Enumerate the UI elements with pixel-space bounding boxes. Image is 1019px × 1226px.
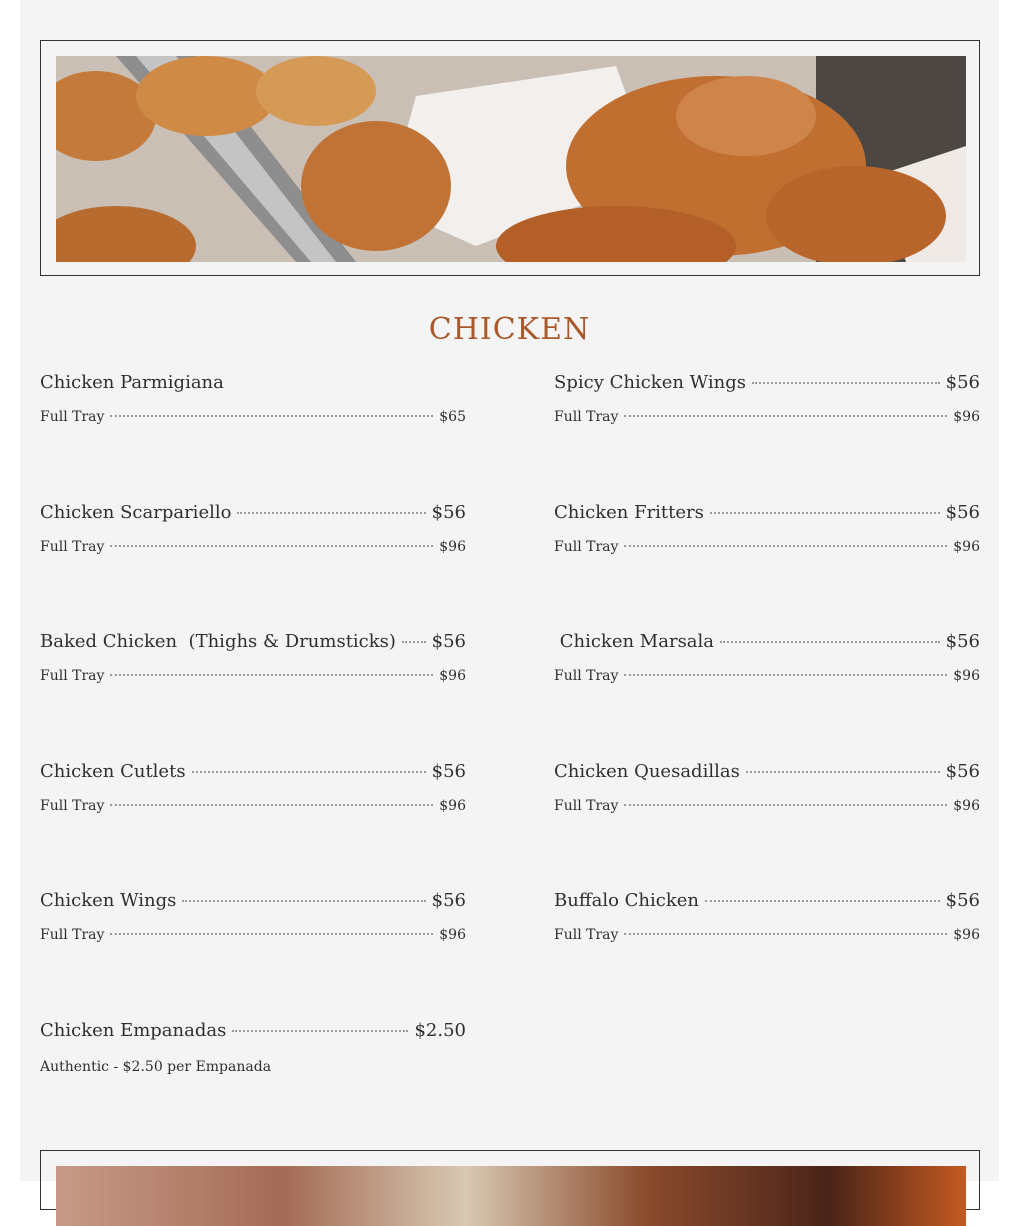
item-sub-label: Full Tray bbox=[40, 409, 105, 425]
dot-leader bbox=[720, 641, 940, 643]
item-sub-label: Full Tray bbox=[554, 539, 619, 555]
item-sub-price: $96 bbox=[953, 539, 980, 555]
item-sub-label: Full Tray bbox=[40, 798, 105, 814]
item-sub-label: Full Tray bbox=[40, 539, 105, 555]
item-main-row bbox=[40, 761, 466, 782]
item-main-row bbox=[554, 761, 980, 782]
menu-item bbox=[554, 761, 980, 814]
menu-item-empanadas bbox=[40, 1020, 466, 1075]
menu-item bbox=[40, 502, 466, 555]
menu-page bbox=[20, 0, 999, 1181]
item-sub-price: $96 bbox=[439, 668, 466, 684]
item-price: $56 bbox=[945, 761, 980, 782]
item-price: $56 bbox=[945, 890, 980, 911]
dot-leader bbox=[182, 900, 425, 902]
item-sub-row bbox=[40, 668, 466, 684]
dot-leader bbox=[110, 674, 433, 676]
item-sub-price: $96 bbox=[953, 798, 980, 814]
item-name: Chicken Cutlets bbox=[40, 761, 186, 782]
item-sub-price: $96 bbox=[953, 409, 980, 425]
item-name: Chicken Quesadillas bbox=[554, 761, 740, 782]
item-price: $2.50 bbox=[414, 1020, 466, 1041]
dot-leader bbox=[746, 771, 940, 773]
dot-leader bbox=[624, 933, 947, 935]
item-note: Authentic - $2.50 per Empanada bbox=[40, 1059, 272, 1075]
item-main-row bbox=[554, 372, 980, 393]
item-sub-row bbox=[40, 409, 466, 425]
meat-image bbox=[56, 1166, 966, 1226]
item-main-row bbox=[40, 631, 466, 652]
item-sub-row bbox=[554, 409, 980, 425]
dot-leader bbox=[624, 545, 947, 547]
item-name: Chicken Wings bbox=[40, 890, 177, 911]
dot-leader bbox=[624, 415, 947, 417]
item-sub-row bbox=[554, 668, 980, 684]
dot-leader bbox=[237, 512, 425, 514]
dot-leader bbox=[624, 674, 947, 676]
item-sub-row bbox=[554, 798, 980, 814]
item-sub-price: $96 bbox=[439, 539, 466, 555]
item-sub-row bbox=[40, 539, 466, 555]
item-sub-row bbox=[554, 927, 980, 943]
item-sub-price: $65 bbox=[439, 409, 466, 425]
dot-leader bbox=[232, 1030, 408, 1032]
item-sub-label: Full Tray bbox=[554, 668, 619, 684]
menu-item bbox=[554, 502, 980, 555]
menu-item bbox=[40, 372, 466, 425]
item-main-row bbox=[40, 502, 466, 523]
item-sub-row bbox=[554, 539, 980, 555]
menu-item bbox=[554, 372, 980, 425]
item-sub-price: $96 bbox=[439, 798, 466, 814]
dot-leader bbox=[705, 900, 940, 902]
item-price: $56 bbox=[431, 502, 466, 523]
item-main-row bbox=[554, 631, 980, 652]
fried-chicken-image bbox=[56, 56, 966, 262]
dot-leader bbox=[110, 804, 433, 806]
menu-item bbox=[554, 631, 980, 684]
fried-chicken-image-frame bbox=[40, 40, 980, 276]
item-main-row bbox=[40, 1020, 466, 1041]
dot-leader bbox=[110, 545, 433, 547]
item-price: $56 bbox=[431, 631, 466, 652]
item-price: $56 bbox=[431, 890, 466, 911]
item-main-row bbox=[554, 502, 980, 523]
item-name: Chicken Scarpariello bbox=[40, 502, 232, 523]
item-name: Buffalo Chicken bbox=[554, 890, 700, 911]
item-name: Chicken Empanadas bbox=[40, 1020, 227, 1041]
dot-leader bbox=[710, 512, 940, 514]
item-name: Spicy Chicken Wings bbox=[554, 372, 746, 393]
menu-item bbox=[554, 890, 980, 943]
item-sub-label: Full Tray bbox=[554, 927, 619, 943]
dot-leader bbox=[192, 771, 426, 773]
item-price: $56 bbox=[945, 631, 980, 652]
item-sub-label: Full Tray bbox=[40, 927, 105, 943]
dot-leader bbox=[110, 415, 433, 417]
item-name: Baked Chicken (Thighs & Drumsticks) bbox=[40, 631, 396, 652]
dot-leader bbox=[402, 641, 426, 643]
item-sub-row bbox=[40, 798, 466, 814]
menu-item bbox=[40, 761, 466, 814]
item-sub-row bbox=[40, 927, 466, 943]
section-title: CHICKEN bbox=[428, 312, 591, 347]
item-price: $56 bbox=[431, 761, 466, 782]
item-price: $56 bbox=[945, 502, 980, 523]
item-main-row bbox=[554, 890, 980, 911]
item-name: Chicken Fritters bbox=[554, 502, 704, 523]
dot-leader bbox=[110, 933, 433, 935]
item-main-row bbox=[40, 890, 466, 911]
item-name: Chicken Marsala bbox=[554, 631, 715, 652]
item-sub-price: $96 bbox=[953, 668, 980, 684]
item-sub-label: Full Tray bbox=[554, 798, 619, 814]
dot-leader bbox=[624, 804, 947, 806]
item-price: $56 bbox=[945, 372, 980, 393]
item-sub-label: Full Tray bbox=[554, 409, 619, 425]
menu-item bbox=[40, 890, 466, 943]
dot-leader bbox=[752, 382, 940, 384]
item-sub-price: $96 bbox=[439, 927, 466, 943]
menu-item bbox=[40, 631, 466, 684]
item-sub-label: Full Tray bbox=[40, 668, 105, 684]
item-name: Chicken Parmigiana bbox=[40, 372, 224, 393]
item-sub-price: $96 bbox=[953, 927, 980, 943]
item-main-row bbox=[40, 372, 466, 393]
fried-chicken-illustration bbox=[56, 56, 966, 262]
meat-image-frame bbox=[40, 1150, 980, 1210]
